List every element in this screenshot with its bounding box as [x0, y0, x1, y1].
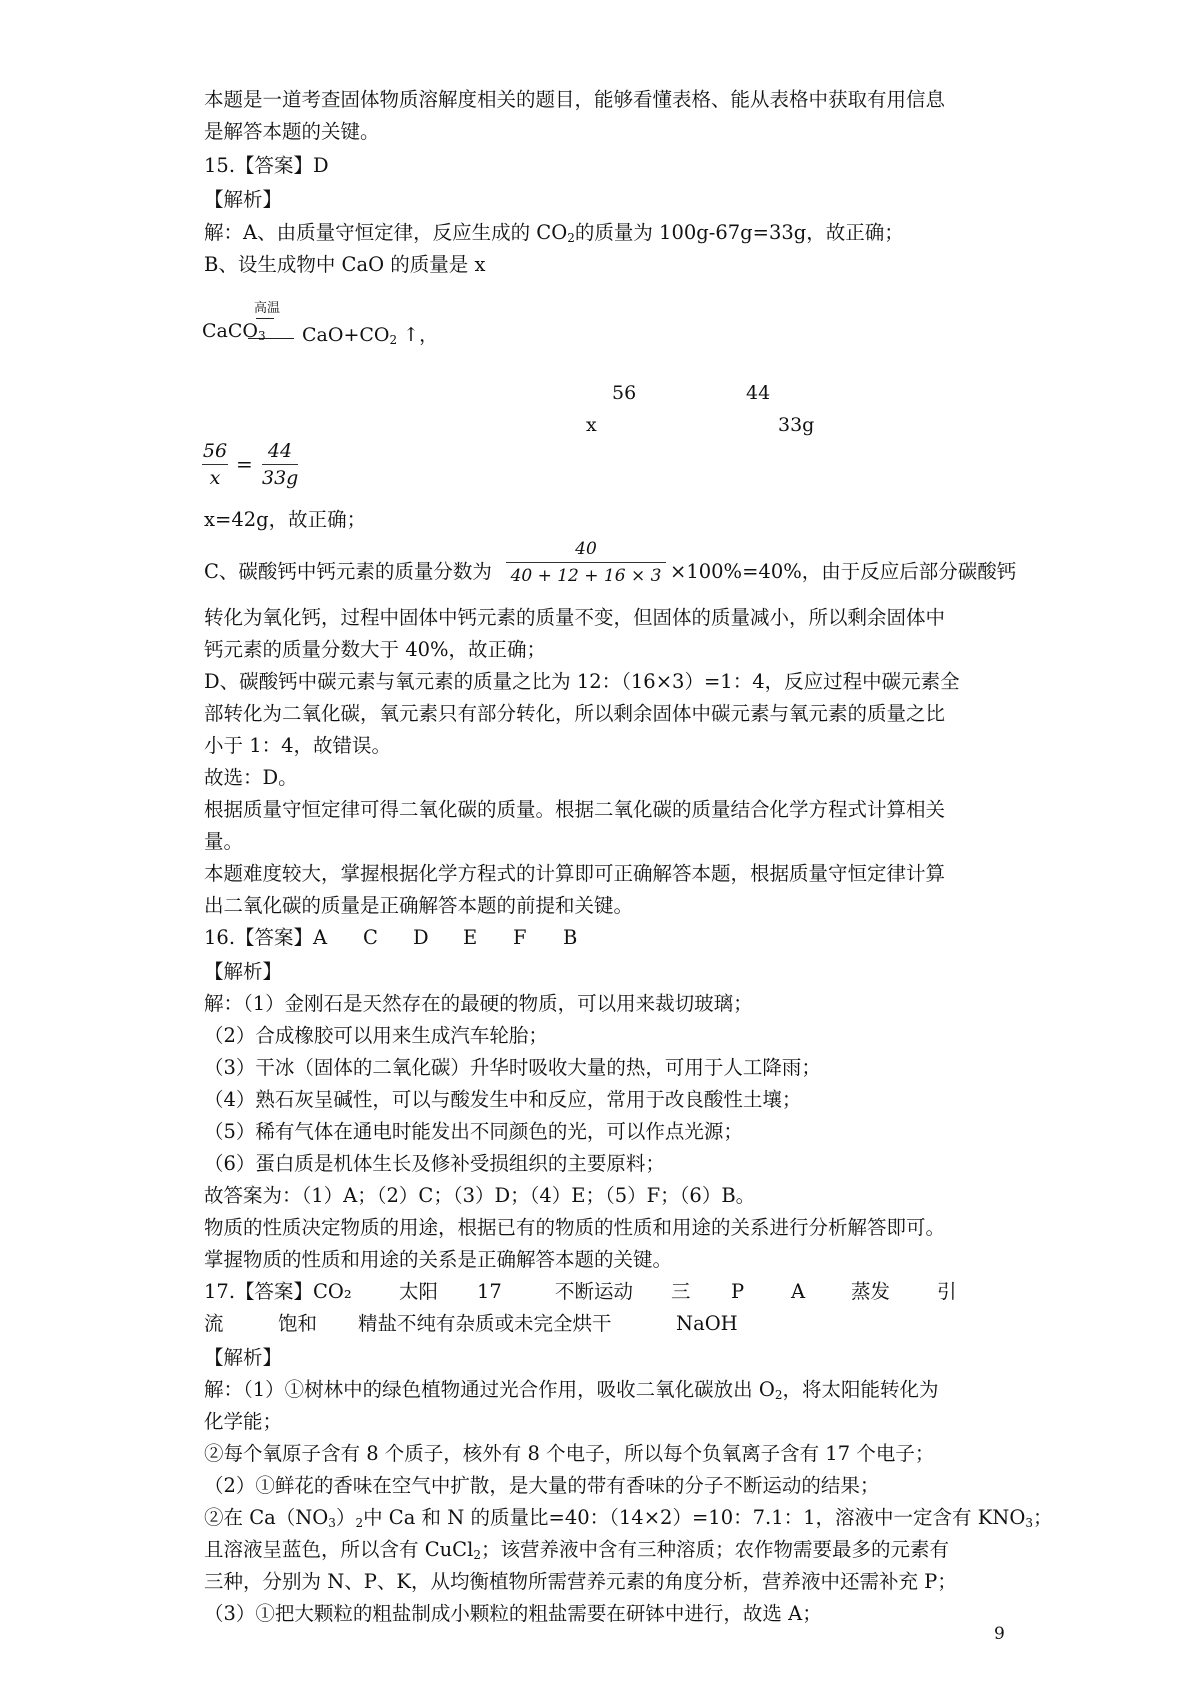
text-line: 故答案为：（1）A；（2）C；（3）D；（4）E；（5）F；（6）B。 [204, 1184, 756, 1207]
text-line: 根据质量守恒定律可得二氧化碳的质量。根据二氧化碳的质量结合化学方程式计算相关 [204, 798, 946, 821]
text-line: 解：（1）①树林中的绿色植物通过光合作用，吸收二氧化碳放出 $O_2$，将太阳能转化为 [204, 1378, 939, 1402]
text-line: D、碳酸钙中碳元素与氧元素的质量之比为 12：（16×3）=1：4，反应过程中碳元素全 [204, 670, 960, 693]
equals-sign: = [236, 452, 253, 476]
text-line: 故选：D。 [204, 766, 298, 789]
unknown-x: x [586, 414, 597, 436]
answer-heading-16: 16.【答案】A C D E F B [204, 926, 578, 949]
text-line: ②每个氧原子含有 8 个质子，核外有 8 个电子，所以每个负氧离子含有 17 个电子； [204, 1442, 935, 1465]
fraction-44-over-33g: 44 33g [262, 440, 299, 489]
text-line: 且溶液呈蓝色，所以含有 CuCl$_2$；该营养液中含有三种溶质；农作物需要最多的元素有 [204, 1538, 949, 1562]
text-line: 本题是一道考查固体物质溶解度相关的题目，能够看懂表格、能从表格中获取有用信息 [204, 88, 946, 111]
text-line: 化学能； [204, 1410, 283, 1433]
text-line: 三种，分别为 N、P、K，从均衡植物所需营养元素的角度分析，营养液中还需补充 P； [204, 1570, 957, 1593]
text-line: （3）①把大颗粒的粗盐制成小颗粒的粗盐需要在研钵中进行，故选 A； [204, 1602, 822, 1625]
analysis-heading: 【解析】 [204, 1346, 283, 1369]
text-line: 本题难度较大，掌握根据化学方程式的计算即可正确解答本题，根据质量守恒定律计算 [204, 862, 946, 885]
text-line: B、设生成物中 CaO 的质量是 x [204, 253, 486, 276]
text-line: （6）蛋白质是机体生长及修补受损组织的主要原料； [204, 1152, 665, 1175]
answer-heading-15: 15.【答案】D [204, 154, 329, 177]
text-line: （4）熟石灰呈碱性，可以与酸发生中和反应，常用于改良酸性土壤； [204, 1088, 802, 1111]
equals-mark [256, 318, 274, 319]
molar-mass-cao: 56 [612, 382, 637, 404]
text-line: ×100%=40%，由于反应后部分碳酸钙 [670, 560, 1017, 583]
text-line: 解：A、由质量守恒定律，反应生成的 $CO_2$的质量为 100g-67g=33g，故正确； [204, 221, 904, 245]
text-line: （2）合成橡胶可以用来生成汽车轮胎； [204, 1024, 548, 1047]
text-line: 是解答本题的关键。 [204, 120, 380, 143]
text-line: 小于 1：4，故错误。 [204, 734, 392, 757]
text-line: 部转化为二氧化碳，氧元素只有部分转化，所以剩余固体中碳元素与氧元素的质量之比 [204, 702, 946, 725]
fraction-56-over-x: 56 x [202, 440, 228, 489]
products: $CaO+CO_2$ ↑， [302, 324, 439, 347]
known-mass: 33g [778, 414, 815, 436]
answer-line-17b: 流 饱和 精盐不纯有杂质或未完全烘干 NaOH [204, 1312, 738, 1335]
text-line: C、碳酸钙中钙元素的质量分数为 [204, 560, 492, 583]
mass-fraction: 40 40 + 12 + 16 × 3 [506, 538, 666, 587]
page-number: 9 [994, 1624, 1005, 1644]
analysis-heading: 【解析】 [204, 188, 283, 211]
text-line: 掌握物质的性质和用途的关系是正确解答本题的关键。 [204, 1248, 673, 1271]
text-line: （2）①鲜花的香味在空气中扩散，是大量的带有香味的分子不断运动的结果； [204, 1474, 880, 1497]
analysis-heading: 【解析】 [204, 960, 283, 983]
text-line: x=42g，故正确； [204, 508, 367, 531]
text-line: 量。 [204, 830, 244, 853]
text-line: 物质的性质决定物质的用途，根据已有的物质的性质和用途的关系进行分析解答即可。 [204, 1216, 946, 1239]
text-line: （3）干冰（固体的二氧化碳）升华时吸收大量的热，可用于人工降雨； [204, 1056, 821, 1079]
text-line: ②在 $Ca(NO_3)_2$中 Ca 和 N 的质量比=40：（14×2）=10：7.1：1，溶液中一定含有 $KNO_3$； [204, 1506, 1053, 1530]
text-line: 解：（1）金刚石是天然存在的最硬的物质，可以用来裁切玻璃； [204, 992, 753, 1015]
text-line: 钙元素的质量分数大于 40%，故正确； [204, 638, 547, 661]
molar-mass-co2: 44 [746, 382, 771, 404]
text-line: 出二氧化碳的质量是正确解答本题的前提和关键。 [204, 894, 634, 917]
reactant: CaCO$_3$ [202, 320, 266, 343]
text-line: 转化为氧化钙，过程中固体中钙元素的质量不变，但固体的质量减小，所以剩余固体中 [204, 606, 946, 629]
reaction-condition: 高温 [254, 301, 281, 316]
answer-heading-17: 17.【答案】CO₂ 太阳 17 不断运动 三 P A 蒸发 引 [204, 1280, 957, 1303]
text-line: （5）稀有气体在通电时能发出不同颜色的光，可以作点光源； [204, 1120, 743, 1143]
